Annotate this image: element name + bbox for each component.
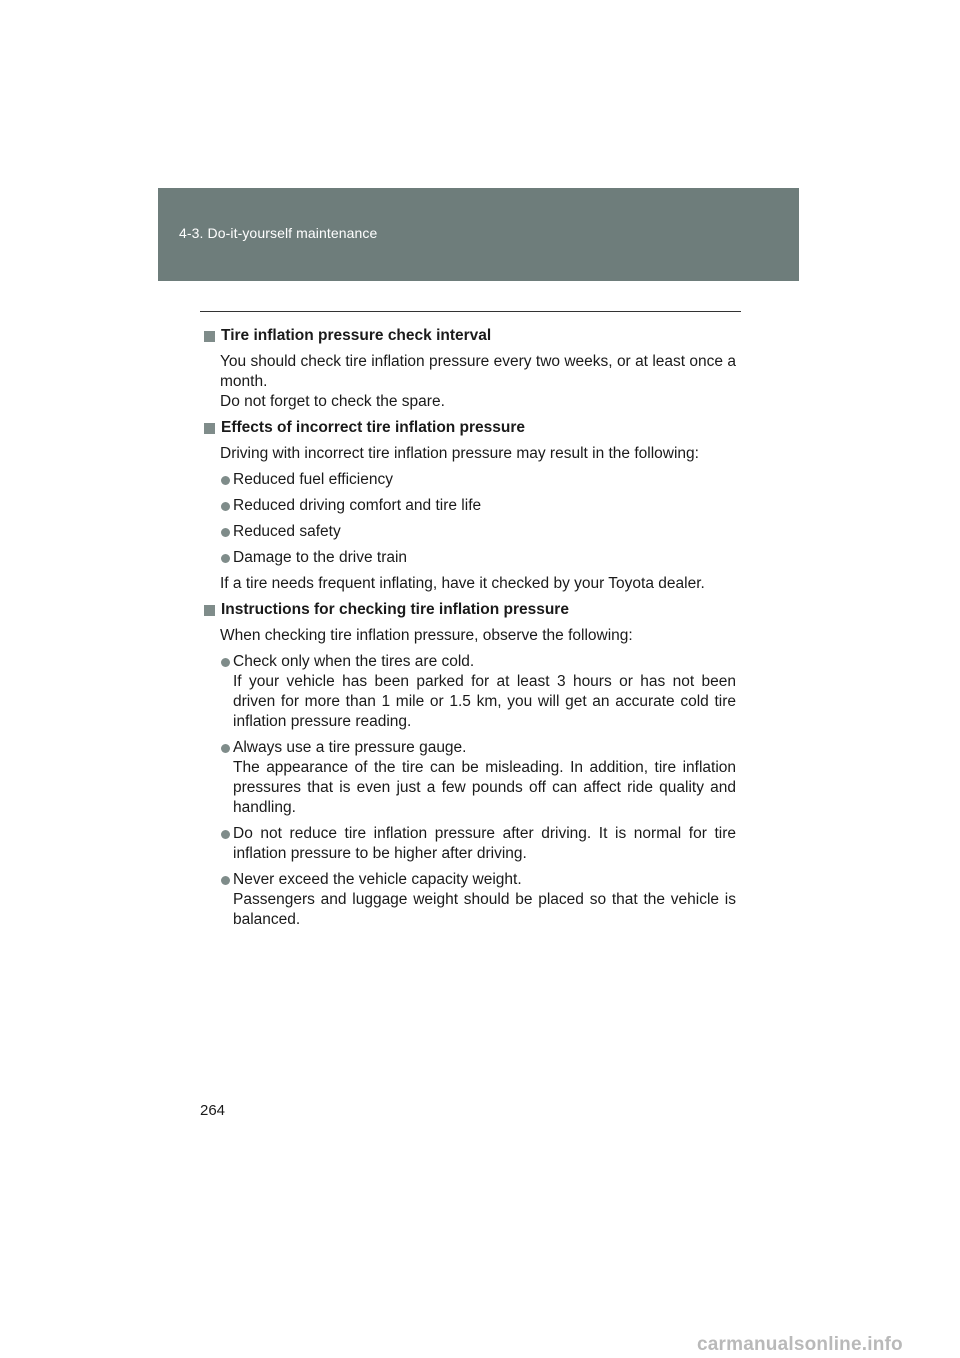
section-heading-check-interval: Tire inflation pressure check interval [204,326,736,346]
section-title: 4-3. Do-it-yourself maintenance [179,225,378,241]
section-heading-effects: Effects of incorrect tire inflation pressure [204,418,736,438]
paragraph: When checking tire inflation pressure, observe the following: [220,627,633,644]
circle-bullet-icon [221,528,230,537]
chapter-header-band [158,188,799,281]
list-item: Never exceed the vehicle capacity weight. Passengers and luggage weight should be placed so that the vehicle is balanced. [204,870,736,930]
watermark: carmanualsonline.info [697,1334,903,1355]
circle-bullet-icon [221,744,230,753]
list-item: Always use a tire pressure gauge. The appearance of the tire can be misleading. In addition, tire inflation pressures that is even just a few pounds off can affect ride quality and handling. [204,738,736,818]
circle-bullet-icon [221,476,230,485]
list-item: Reduced safety [204,522,736,542]
divider-rule [200,311,741,312]
list-item: Do not reduce tire inflation pressure after driving. It is normal for tire inflation pressure to be higher after driving. [204,824,736,864]
square-bullet-icon [204,423,215,434]
circle-bullet-icon [221,502,230,511]
circle-bullet-icon [221,876,230,885]
circle-bullet-icon [221,554,230,563]
circle-bullet-icon [221,830,230,839]
paragraph: If a tire needs frequent inflating, have it checked by your Toyota dealer. [220,575,705,592]
page-number: 264 [200,1102,226,1119]
square-bullet-icon [204,605,215,616]
page-content [204,326,736,936]
circle-bullet-icon [221,658,230,667]
section-heading-instructions: Instructions for checking tire inflation pressure [204,600,736,620]
paragraph: You should check tire inflation pressure every two weeks, or at least once a month. Do not forget to check the spare. [220,353,736,410]
list-item: Damage to the drive train [204,548,736,568]
paragraph: Driving with incorrect tire inflation pressure may result in the following: [220,445,699,462]
list-item: Check only when the tires are cold. If your vehicle has been parked for at least 3 hours or has not been driven for more than 1 mile or 1.5 km, you will get an accurate cold tire inflation pressure reading. [204,652,736,732]
list-item: Reduced fuel efficiency [204,470,736,490]
list-item: Reduced driving comfort and tire life [204,496,736,516]
square-bullet-icon [204,331,215,342]
